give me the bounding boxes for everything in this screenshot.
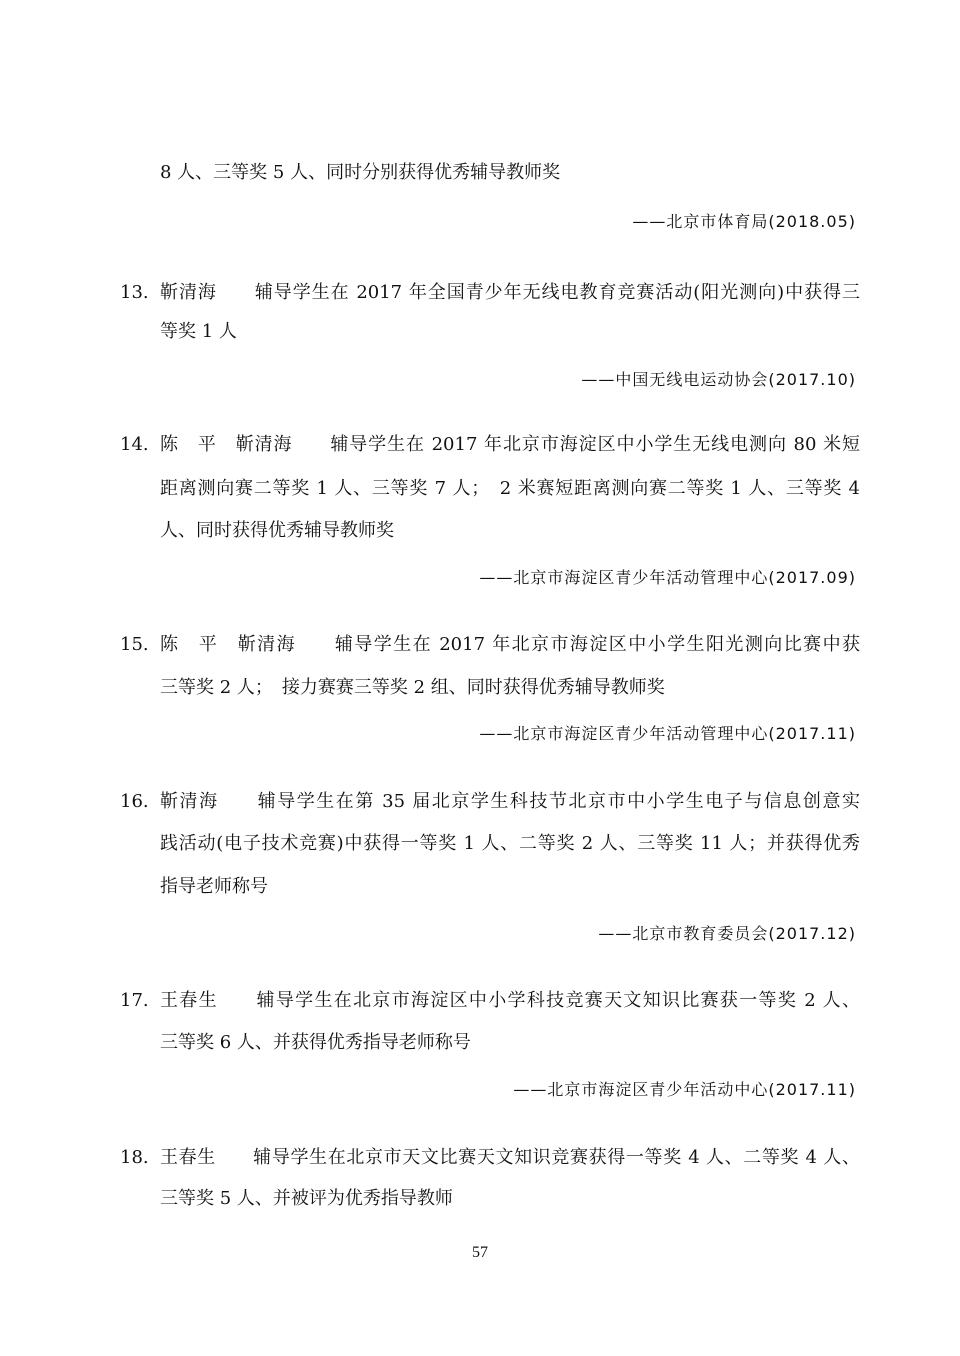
text-line: 等奖 1 人	[160, 321, 237, 342]
text-line: 陈 平 靳清海 辅导学生在 2017 年北京市海淀区中小学生无线电测向 80 米短	[160, 434, 860, 455]
source-attribution: ——北京市体育局(2018.05)	[632, 212, 856, 231]
text-line: 8 人、三等奖 5 人、同时分别获得优秀辅导教师奖	[160, 162, 561, 183]
source-attribution: ——北京市海淀区青少年活动中心(2017.11)	[513, 1080, 856, 1099]
item-number: 14.	[120, 434, 149, 455]
page-number: 57	[472, 1244, 488, 1261]
text-line: 指导老师称号	[160, 876, 268, 897]
text-line: 三等奖 6 人、并获得优秀指导老师称号	[160, 1032, 471, 1053]
text-line: 靳清海 辅导学生在 2017 年全国青少年无线电教育竞赛活动(阳光测向)中获得三	[160, 282, 860, 303]
item-number: 15.	[120, 634, 149, 655]
source-attribution: ——北京市海淀区青少年活动管理中心(2017.09)	[479, 568, 856, 587]
text-line: 距离测向赛二等奖 1 人、三等奖 7 人； 2 米赛短距离测向赛二等奖 1 人、三等奖 4	[160, 478, 860, 499]
text-line: 人、同时获得优秀辅导教师奖	[160, 520, 394, 541]
text-line: 王春生 辅导学生在北京市海淀区中小学科技竞赛天文知识比赛获一等奖 2 人、	[160, 990, 860, 1011]
source-attribution: ——北京市海淀区青少年活动管理中心(2017.11)	[479, 724, 856, 743]
item-number: 18.	[120, 1147, 149, 1168]
source-attribution: ——北京市教育委员会(2017.12)	[598, 924, 856, 943]
text-line: 三等奖 2 人； 接力赛赛三等奖 2 组、同时获得优秀辅导教师奖	[160, 677, 665, 698]
text-line: 陈 平 靳清海 辅导学生在 2017 年北京市海淀区中小学生阳光测向比赛中获	[160, 634, 860, 655]
item-number: 13.	[120, 282, 149, 303]
item-number: 17.	[120, 990, 149, 1011]
text-line: 三等奖 5 人、并被评为优秀指导教师	[160, 1188, 453, 1209]
text-line: 靳清海 辅导学生在第 35 届北京学生科技节北京市中小学生电子与信息创意实	[160, 791, 860, 812]
item-number: 16.	[120, 791, 149, 812]
text-line: 践活动(电子技术竞赛)中获得一等奖 1 人、二等奖 2 人、三等奖 11 人；并获得优秀	[160, 833, 860, 854]
source-attribution: ——中国无线电运动协会(2017.10)	[581, 370, 856, 389]
text-line: 王春生 辅导学生在北京市天文比赛天文知识竞赛获得一等奖 4 人、二等奖 4 人、	[160, 1147, 860, 1168]
